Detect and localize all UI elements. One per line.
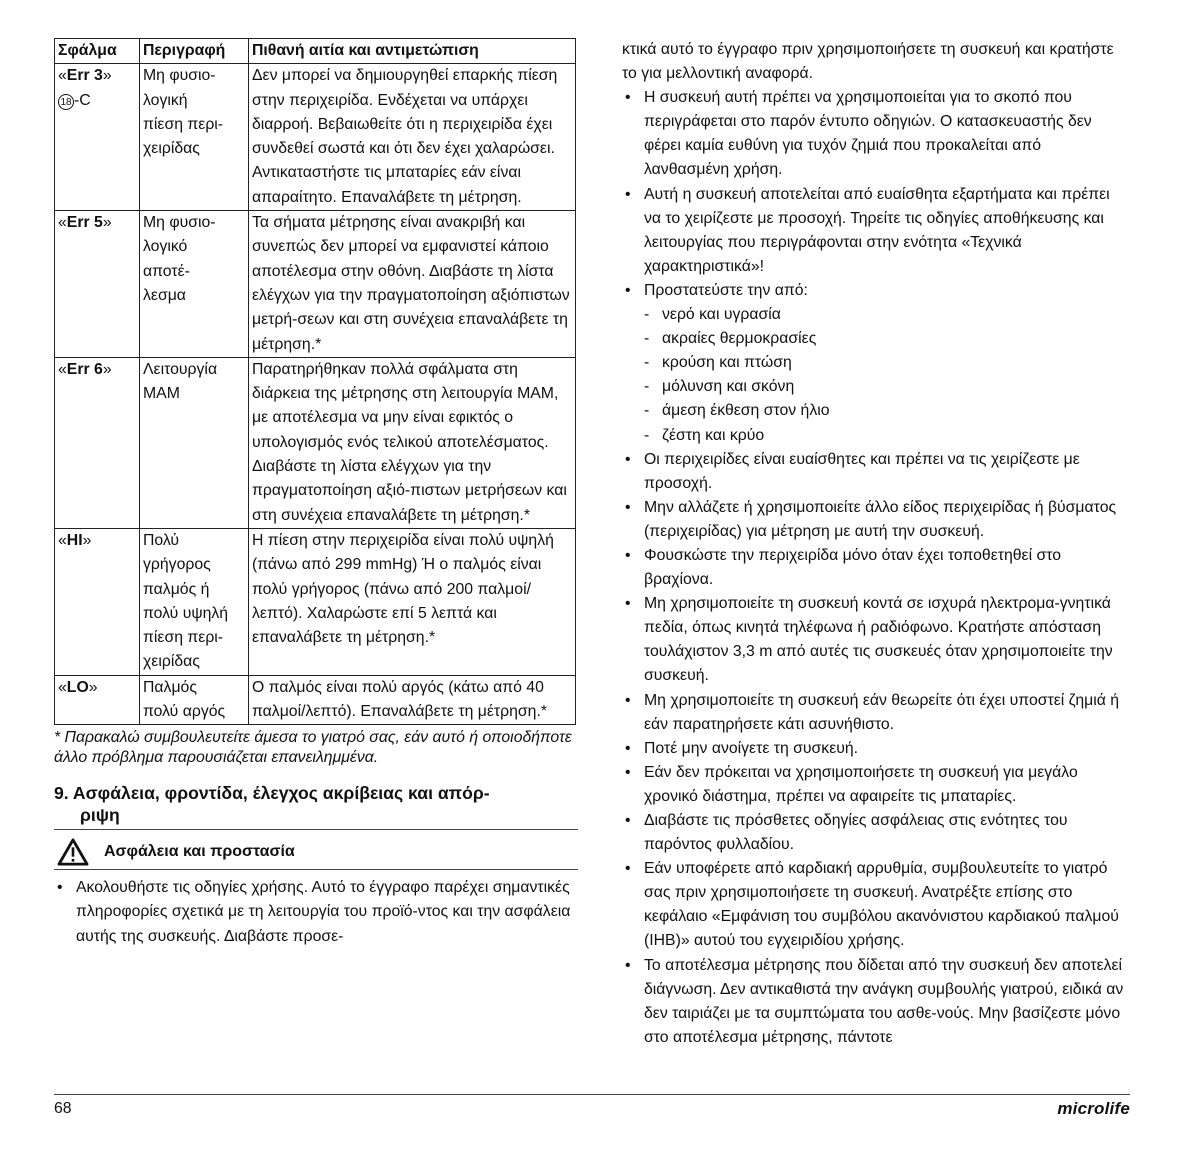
- error-code-cell: [55, 64, 140, 211]
- continued-text: [622, 38, 1130, 86]
- error-code-cell: [55, 357, 140, 528]
- table-row: [55, 675, 576, 725]
- list-item: • Εάν δεν πρόκειται να χρησιμοποιήσετε τη συσκευή για μεγάλο χρονικό διάστημα, πρέπει να αφαιρείτε τις μπαταρίες.: [622, 761, 1130, 809]
- dash-list-item: - άμεση έκθεση στον ήλιο: [644, 402, 830, 420]
- error-remedy-cell: Δεν μπορεί να δημιουργηθεί επαρκής πίεση στην περιχειρίδα. Ενδέχεται να υπάρχει διαρροή. Βεβαιωθείτε ότι η περιχειρίδα έχει συνδεθεί σωστά και ότι δεν έχει χαλαρώσει. Αντικαταστήστε τις μπαταρίες εάν είναι απαραίτητο. Επαναλάβετε τη μέτρηση.: [249, 64, 576, 211]
- error-remedy-cell: Παρατηρήθηκαν πολλά σφάλματα στη διάρκεια της μέτρησης στη λειτουργία MAM, με αποτέλεσμα να μην είναι εφικτός ο υπολογισμός ενός τελικού αποτελέσματος. Διαβάστε τη λίστα ελέγχων για την πραγματοποίηση αξιό-πιστων μετρήσεων και στη συνέχεια επαναλάβετε τη μέτρηση.*: [249, 357, 576, 528]
- list-item: • Ποτέ μην ανοίγετε τη συσκευή.: [622, 737, 1130, 761]
- error-table-header-row: [55, 39, 576, 64]
- error-code-quote-open: «: [58, 678, 67, 696]
- list-item: • Η συσκευή αυτή πρέπει να χρησιμοποιείται για το σκοπό που περιγράφεται στο παρόν έντυπο οδηγιών. Ο κατασκευαστής δεν φέρει καμία ευθύνη για τυχόν ζημιά που προκαλείται από λανθασμένη χρήση.: [622, 86, 1130, 182]
- error-code-quote-open: «: [58, 214, 67, 232]
- error-code: HI: [66, 531, 83, 549]
- dash-item-text: άμεση έκθεση στον ήλιο: [662, 402, 830, 420]
- column-header-error: Σφάλμα: [55, 39, 140, 64]
- error-code: LO: [66, 678, 89, 696]
- list-item: • Μη χρησιμοποιείτε τη συσκευή κοντά σε ισχυρά ηλεκτρομα-γνητικά πεδία, όπως κινητά τηλέφωνα ή ραδιόφωνο. Κρατήστε απόσταση τουλάχιστον 3,3 m από αυτές τις συσκευές όταν χρησιμοποιείτε την συσκευή.: [622, 592, 1130, 688]
- page-number: 68: [54, 1100, 72, 1117]
- error-code: Err 5: [66, 214, 103, 232]
- dash-item-text: μόλυνση και σκόνη: [662, 378, 795, 396]
- table-row: [55, 211, 576, 358]
- dash-list-item: - κρούση και πτώση: [644, 354, 792, 372]
- error-table: [54, 38, 576, 725]
- error-table-body: [55, 64, 576, 725]
- error-remedy-cell: Η πίεση στην περιχειρίδα είναι πολύ υψηλή (πάνω από 299 mmHg) Ή ο παλμός είναι πολύ γρήγορος (πάνω από 200 παλμοί/λεπτό). Χαλαρώστε επί 5 λεπτά και επαναλάβετε τη μέτρηση.*: [249, 528, 576, 675]
- error-remedy-cell: Ο παλμός είναι πολύ αργός (κάτω από 40 παλμοί/λεπτό). Επαναλάβετε τη μέτρηση.*: [249, 675, 576, 725]
- list-item: • Αυτή η συσκευή αποτελείται από ευαίσθητα εξαρτήματα και πρέπει να το χειρίζεστε με προσοχή. Τηρείτε τις οδηγίες αποθήκευσης και λειτουργίας που περιγράφονται στην ενότητα «Τεχνικά χαρακτηριστικά»!: [622, 183, 1130, 279]
- table-row: [55, 357, 576, 528]
- error-code-quote-close: »: [102, 360, 112, 378]
- list-item: • Μη χρησιμοποιείτε τη συσκευή εάν θεωρείτε ότι έχει υποστεί ζημιά ή εάν παρατηρήσετε κάτι ασυνήθιστο.: [622, 689, 1130, 737]
- column-header-remedy: Πιθανή αιτία και αντιμετώπιση: [249, 39, 576, 64]
- error-code-quote-close: »: [88, 678, 98, 696]
- table-footnote: * Παρακαλώ συμβουλευτείτε άμεσα το γιατρό σας, εάν αυτό ή οποιοδήποτε άλλο πρόβλημα παρουσιάζεται επανειλημμένα.: [54, 729, 572, 767]
- left-column: [54, 38, 578, 949]
- dash-item-text: κρούση και πτώση: [662, 354, 792, 372]
- error-code-quote-close: »: [82, 531, 92, 549]
- circled-number-icon: 18: [58, 94, 74, 110]
- dash-list-item: - μόλυνση και σκόνη: [644, 378, 795, 396]
- brand-logo: microlife: [1057, 1099, 1130, 1118]
- list-item: • Μην αλλάζετε ή χρησιμοποιείτε άλλο είδος περιχειρίδας ή βύσματος (περιχειρίδας) για μέτρηση με αυτή την συσκευή.: [622, 496, 1130, 544]
- section-heading: 9. Ασφάλεια, φροντίδα, έλεγχος ακρίβειας και απόρ- ριψη: [54, 782, 578, 830]
- error-code-quote-close: »: [102, 214, 112, 232]
- error-description-cell: Παλμός πολύ αργός: [140, 675, 249, 725]
- safety-subheading: [54, 838, 578, 870]
- column-header-description: Περιγραφή: [140, 39, 249, 64]
- table-row: [55, 528, 576, 675]
- error-code-quote-close: »: [102, 67, 112, 85]
- list-item: • Διαβάστε τις πρόσθετες οδηγίες ασφάλειας στις ενότητες του παρόντος φυλλαδίου.: [622, 809, 1130, 857]
- error-description-cell: Πολύ γρήγορος παλμός ή πολύ υψηλή πίεση περι- χειρίδας: [140, 528, 249, 675]
- error-code-quote-open: «: [58, 531, 67, 549]
- right-bullet-list: [622, 38, 1130, 1050]
- dash-item-text: ζέστη και κρύο: [662, 426, 765, 444]
- list-item: • Ακολουθήστε τις οδηγίες χρήσης. Αυτό το έγγραφο παρέχει σημαντικές πληροφορίες σχετικά με τη λειτουργία του προϊό-ντος και την ασφάλεια αυτής της συσκευής. Διαβάστε προσε-: [54, 876, 578, 948]
- error-code-quote-open: «: [58, 360, 67, 378]
- error-description-cell: Μη φυσιο- λογική πίεση περι- χειρίδας: [140, 64, 249, 211]
- safety-subheading-text: Ασφάλεια και προστασία: [104, 843, 295, 861]
- error-code: Err 6: [66, 360, 103, 378]
- error-code-cell: [55, 528, 140, 675]
- list-item: • Εάν υποφέρετε από καρδιακή αρρυθμία, συμβουλευτείτε το γιατρό σας πριν χρησιμοποιήσετε τη συσκευή. Ανατρέξτε επίσης στο κεφάλαιο «Εμφάνιση του συμβόλου ακανόνιστου καρδιακού παλμού (IHB)» αυτού του εγχειριδίου χρήσης.: [622, 857, 1130, 953]
- list-item: • Το αποτέλεσμα μέτρησης που δίδεται από την συσκευή δεν αποτελεί διάγνωση. Δεν αντικαθιστά την ανάγκη συμβουλής γιατρού, ειδικά αν δεν ταιριάζει με τα συμπτώματα του ασθε-νούς. Μην βασίζεστε μόνο στο αποτέλεσμα μέτρησης, πάντοτε: [622, 954, 1130, 1050]
- error-code-cell: [55, 675, 140, 725]
- list-item: • Προστατεύστε την από:: [622, 279, 1130, 303]
- dash-item-text: νερό και υγρασία: [662, 306, 781, 324]
- dash-list-item: - ζέστη και κρύο: [644, 426, 765, 444]
- error-description-cell: Μη φυσιο- λογικό αποτέ- λεσμα: [140, 211, 249, 358]
- error-code-quote-open: «: [58, 67, 67, 85]
- list-item: • Φουσκώστε την περιχειρίδα μόνο όταν έχει τοποθετηθεί στο βραχίονα.: [622, 544, 1130, 592]
- footer-rule: [54, 1094, 1130, 1095]
- error-code: Err 3: [66, 67, 103, 85]
- warning-triangle-icon: [56, 838, 90, 866]
- dash-list-item: - ακραίες θερμοκρασίες: [644, 330, 817, 348]
- error-remedy-cell: Τα σήματα μέτρησης είναι ανακριβή και συνεπώς δεν μπορεί να εμφανιστεί κάποιο αποτέλεσμα στην οθόνη. Διαβάστε τη λίστα ελέγχων για την πραγματοποίηση αξιόπιστων μετρή-σεων και στη συνέχεια επαναλάβετε τη μέτρηση.*: [249, 211, 576, 358]
- error-code-cell: [55, 211, 140, 358]
- left-bullet-list: [54, 876, 578, 948]
- error-code-reference: -C: [74, 91, 91, 109]
- error-description-cell: Λειτουργία MAM: [140, 357, 249, 528]
- dash-item-text: ακραίες θερμοκρασίες: [662, 330, 817, 348]
- right-column: [622, 38, 1130, 1050]
- list-item: • Οι περιχειρίδες είναι ευαίσθητες και πρέπει να τις χειρίζεστε με προσοχή.: [622, 448, 1130, 496]
- continued-text-span: κτικά αυτό το έγγραφο πριν χρησιμοποιήσετε τη συσκευή και κρατήστε το για μελλοντική αναφορά.: [622, 41, 1114, 83]
- dash-list-item: - νερό και υγρασία: [644, 306, 781, 324]
- table-row: [55, 64, 576, 211]
